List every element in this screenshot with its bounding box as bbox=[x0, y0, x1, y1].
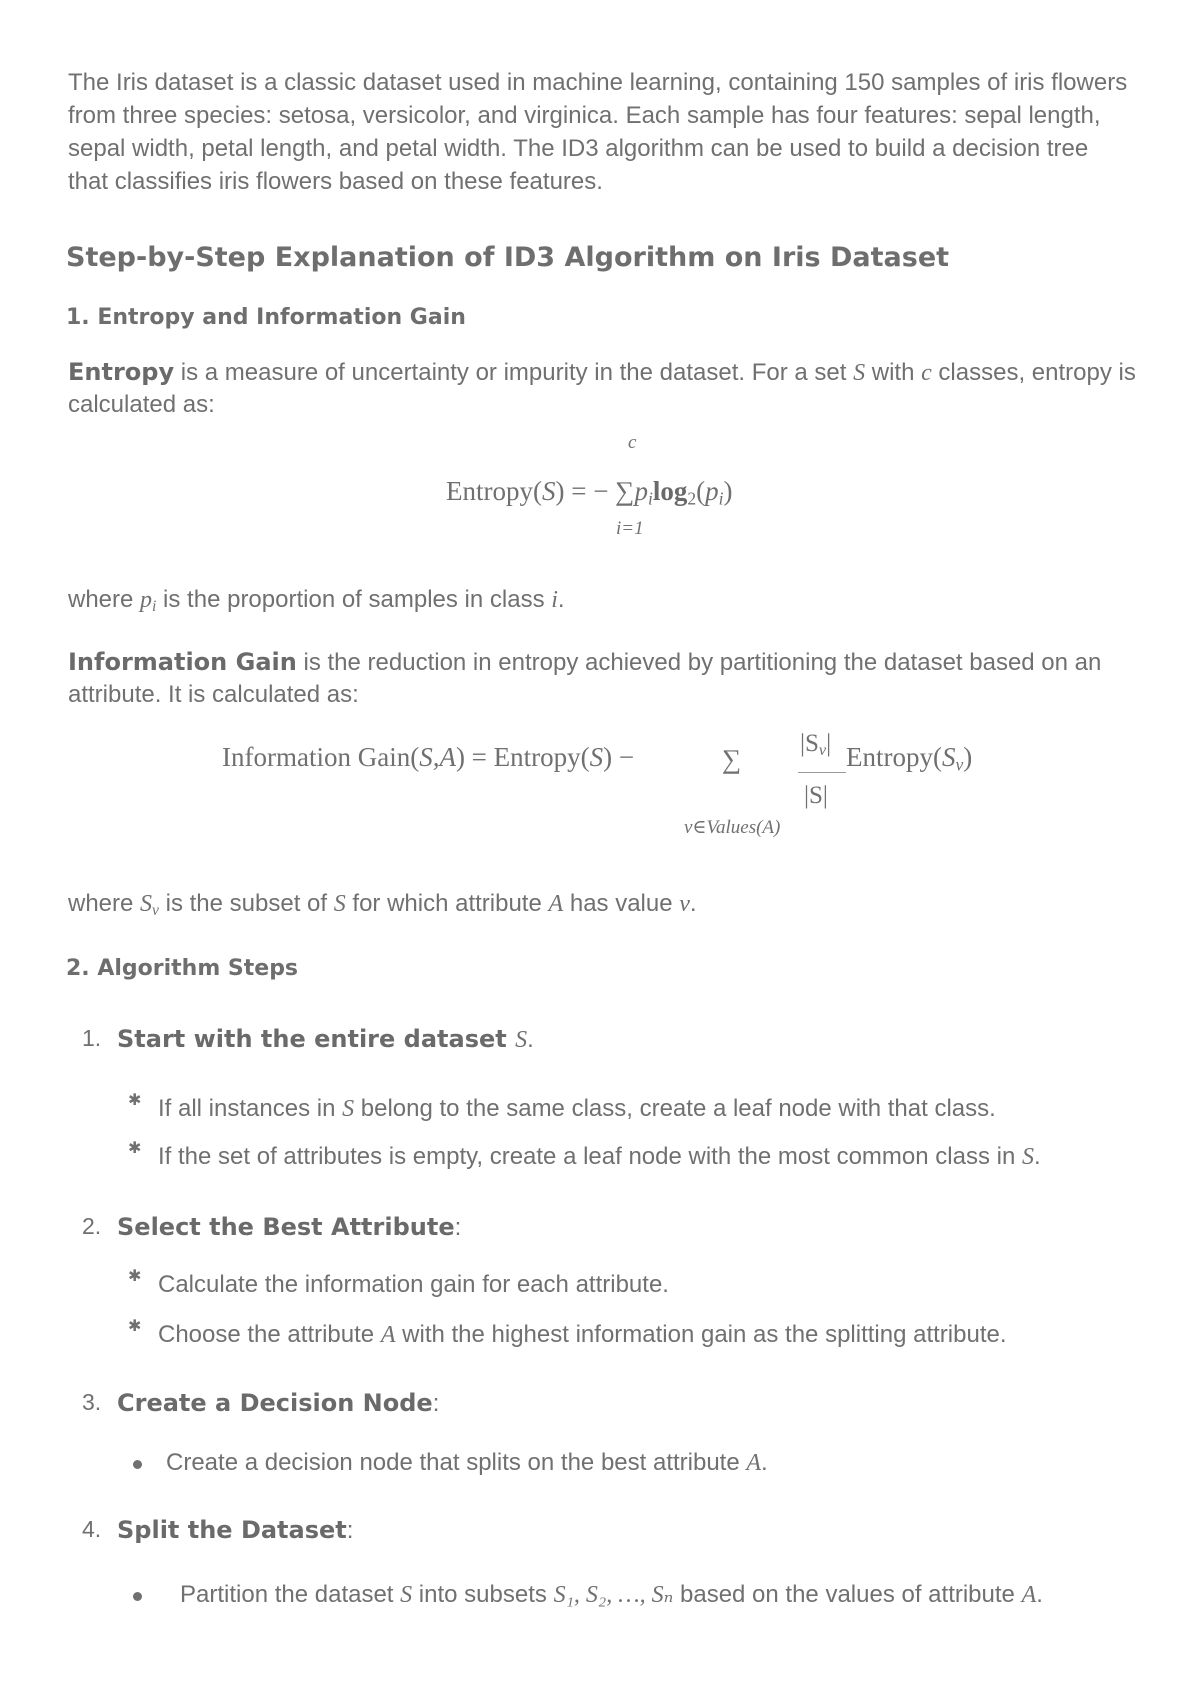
bullet-icon bbox=[133, 1460, 142, 1469]
list-item: If all instances in S belong to the same class, create a leaf node with that class. bbox=[158, 1095, 996, 1122]
formula1-p-sub: i bbox=[647, 488, 653, 509]
list-item: Partition the dataset S into subsets S₁, S₂, …, Sₙ based on the values of attribute A. bbox=[180, 1581, 1043, 1608]
formula1-log-sub: 2 bbox=[687, 488, 697, 509]
ig-fraction-numerator: $|S_v|$ bbox=[800, 730, 832, 760]
ig-sum-lower-limit: v∈Values(A) bbox=[684, 817, 781, 838]
step-label: Start with the entire dataset S. bbox=[117, 1025, 534, 1053]
var-p: p bbox=[140, 587, 153, 613]
formula1-var-s: S bbox=[541, 476, 556, 506]
step-number: 1. bbox=[82, 1025, 102, 1051]
sum-lower-limit: i=1 bbox=[616, 518, 644, 539]
list-item: Calculate the information gain for each attribute. bbox=[158, 1271, 669, 1298]
step-number: 3. bbox=[82, 1389, 102, 1415]
step-label: Split the Dataset: bbox=[117, 1516, 354, 1544]
formula1-sum: ) = − ∑ bbox=[555, 476, 635, 506]
intro-line-2: from three species: setosa, versicolor, and virginica. Each sample has four features: sepal length, bbox=[68, 102, 1101, 129]
entropy-term: Entropy bbox=[68, 358, 175, 386]
formula1-p-arg-sub: i bbox=[718, 488, 724, 509]
ig-entropy-sv: $Entropy(S_v)$ bbox=[846, 742, 973, 775]
bullet-icon: ✱ bbox=[128, 1138, 142, 1157]
formula1-log: log bbox=[652, 476, 688, 506]
entropy-text-b: with bbox=[865, 359, 922, 386]
formula1-open: ( bbox=[696, 476, 706, 506]
bullet-icon bbox=[133, 1592, 142, 1601]
sum-upper-limit: c bbox=[628, 432, 637, 453]
where-sv-line: where $S_v$ is the subset of S for which attribute A has value v. bbox=[68, 890, 697, 919]
information-gain-term: Information Gain bbox=[68, 648, 297, 676]
ig-definition-line-2: attribute. It is calculated as: bbox=[68, 681, 359, 708]
formula1-close: ) bbox=[723, 476, 733, 506]
section-2-title: 2. Algorithm Steps bbox=[66, 956, 299, 981]
formula1-lhs: Entropy( bbox=[446, 476, 542, 506]
intro-line-3: sepal width, petal length, and petal width. The ID3 algorithm can be used to build a decision tree bbox=[68, 135, 1089, 162]
section-1-title: 1. Entropy and Information Gain bbox=[66, 305, 466, 330]
ig-formula-lhs: Information Gain(S,A) = Entropy(S) − bbox=[222, 742, 635, 772]
bullet-icon: ✱ bbox=[128, 1316, 142, 1335]
entropy-definition-line-1 bbox=[68, 355, 1136, 390]
entropy-text-a: is a measure of uncertainty or impurity in the dataset. For a set bbox=[174, 359, 854, 386]
intro-line-1: The Iris dataset is a classic dataset used in machine learning, containing 150 samples of iris flowers bbox=[68, 69, 1128, 96]
var-c: c bbox=[921, 360, 932, 386]
bullet-icon: ✱ bbox=[128, 1266, 142, 1285]
entropy-definition-line-2: calculated as: bbox=[68, 391, 215, 418]
intro-line-4: that classifies iris flowers based on these features. bbox=[68, 168, 603, 195]
entropy-text-c: classes, entropy is bbox=[931, 359, 1136, 386]
var-s: S bbox=[853, 360, 866, 386]
list-item: Choose the attribute A with the highest information gain as the splitting attribute. bbox=[158, 1321, 1007, 1348]
bullet-icon: ✱ bbox=[128, 1090, 142, 1109]
page-heading: Step-by-Step Explanation of ID3 Algorithm on Iris Dataset bbox=[66, 242, 950, 273]
ig-fraction-denominator: |S| bbox=[804, 782, 828, 809]
step-label: Select the Best Attribute: bbox=[117, 1213, 462, 1241]
where-pi-line: where $p_i$ is the proportion of samples in class i. bbox=[68, 586, 565, 615]
ig-sigma: ∑ bbox=[722, 744, 742, 774]
step-label: Create a Decision Node: bbox=[117, 1389, 440, 1417]
ig-fraction-bar bbox=[798, 772, 846, 773]
ig-definition-line-1: Information Gain is the reduction in entropy achieved by partitioning the dataset based on an bbox=[68, 648, 1102, 676]
list-item: If the set of attributes is empty, create a leaf node with the most common class in S. bbox=[158, 1143, 1041, 1170]
list-item: Create a decision node that splits on the best attribute A. bbox=[166, 1449, 768, 1476]
var-i: i bbox=[551, 587, 558, 613]
step-number: 4. bbox=[82, 1516, 102, 1542]
formula1-p-arg: p bbox=[705, 476, 719, 506]
entropy-formula-main bbox=[446, 476, 732, 509]
step-number: 2. bbox=[82, 1213, 102, 1239]
formula1-p: p bbox=[634, 476, 648, 506]
